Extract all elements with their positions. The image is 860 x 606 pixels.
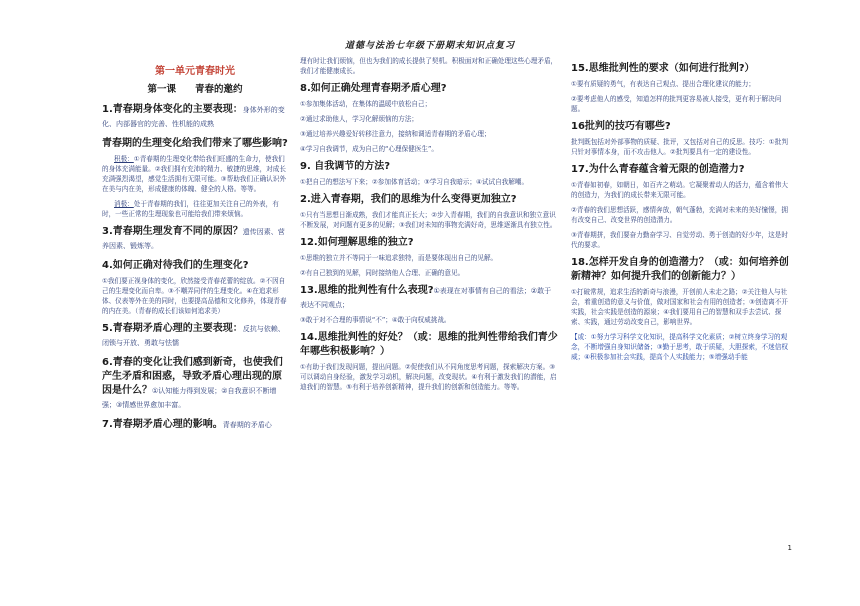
question-title: 7.青春期矛盾心理的影响。 [102,419,223,430]
question-heading: 4.如何正确对待我们的生理变化? [102,260,249,271]
answer-paragraph: 理有时让我们烦恼，但也为我们的成长提供了契机。积极面对和正确处理这些心理矛盾，我们才能健康成长。 [300,57,558,75]
inline-answer: 青春期的矛盾心 [222,421,272,429]
column-middle [300,56,558,397]
answer-paragraph: ①青春如初春，如朝日，如百卉之萌动。它凝聚着动人的活力，蕴含着伟大的创造力，为我们的成长带来无限可能。 [571,181,788,199]
answer-tag: 消极： [114,200,134,208]
question-heading [102,356,288,412]
question-title: 3.青春期生理发育不同的原因？ [102,226,243,237]
question-heading [102,418,288,432]
answer-paragraph: ②青春的我们思想活跃，感情奔放，朝气蓬勃，充满对未来的美好憧憬，拥有改变自己、改变世界的创造潜力。 [571,206,788,224]
question-heading: 12.如何理解思维的独立? [300,237,414,248]
answer-paragraph: 批判既包括对外部事物的质疑、批评，又包括对自己的反思。技巧：①批判只针对事情本身，而不攻击他人。②批判要具有一定的建设性。 [571,138,788,156]
inline-answer: 反抗与依赖、闭锁与开放、勇敢与怯懦 [102,325,285,347]
question-heading: 17.为什么青春蕴含着无限的创造潜力? [571,164,745,175]
page-number: 1 [787,544,792,552]
question-heading: 9. 自我调节的方法? [300,161,391,172]
question-heading: 16批判的技巧有哪些? [571,121,671,132]
unit-heading: 第一单元青春时光 [155,66,235,77]
question-title: 6.青春的变化让我们感到新奇，也使我们产生矛盾和困惑，导致矛盾心理出现的原因是什么？ [102,357,283,396]
page-title: 道德与法治七年级下册期末知识点复习 [344,41,515,51]
answer-paragraph: ③敢于对不合理的事情说“不”；④敢于向权威挑战。 [300,316,451,324]
answer-paragraph: ③青春期拼，我们要奋力勤奋学习、自觉劳动、勇于创造的好少年，这是时代的要求。 [571,231,788,249]
answer-tag: 积极： [114,155,134,163]
answer-paragraph: ①我们要正视身体的变化，欣然接受青春花蕾的绽放。②不因自己的生理变化而自卑。③不嘲弄同伴的生理变化。④在追求形体、仪表等外在美的同时，也要提高品德和文化修养，体现青春的内在美。（青春的成长们该如何追求美） [102,277,287,315]
question-title: 1.青春期身体变化的主要表现： [102,104,243,115]
answer-text: ①青春期的生理变化带给我们旺盛的生命力，使我们的身体充满能量。②我们拥有充沛的精力、敏捷的思维，对成长充满强烈渴望，感觉生活拥有无限可能。③帮助我们正确认识外在美与内在美，形成健康的体魄、健全的人格。等等。 [102,155,286,193]
answer-paragraph: ①把自己的想法写下来；②参加体育活动；③学习自我暗示；④试试自我解嘲。 [300,178,529,186]
answer-paragraph [102,154,288,194]
answer-paragraph: ①参加集体活动，在集体的温暖中放松自己； [300,100,432,108]
question-heading: 14.思维批判性的好处？（或：思维的批判性带给我们青少年哪些积极影响？） [300,332,558,357]
answer-paragraph [102,199,288,219]
answer-paragraph: 【或：①努力学习科学文化知识，提高科学文化素质；②树立终身学习的观念，不断增强自身知识储备；③勤于思考，敢于质疑，大胆探索，不迷信权威；④积极参加社会实践，提高个人实践能力；⑤增强动手能 [571,333,788,361]
answer-text: 处于青春期的我们，往往更加关注自己的外表，有时，一些正常的生理现象也可能给我们带来烦恼。 [102,200,279,218]
column-left [102,56,288,435]
answer-paragraph: ②通过求助他人，学习化解烦恼的方法； [300,115,419,123]
question-heading: 15.思维批判性的要求（如何进行批判?） [571,63,755,74]
question-heading: 8.如何正确处理青春期矛盾心理? [300,83,447,94]
column-right [571,56,789,367]
question-heading: 青春期的生理变化给我们带来了哪些影响? [102,138,288,149]
inline-answer: ①认知能力得到发展；②自我意识不断增强；③情感世界愈加丰富。 [102,387,277,409]
question-heading [300,284,558,312]
answer-paragraph: ③通过培养兴趣爱好转移注意力，接纳和调适青春期的矛盾心理； [300,130,491,138]
question-heading: 18.怎样开发自身的创造潜力？（或：如何培养创新精神？如何提升我们的创新能力？） [571,257,789,282]
inline-answer: 遗传因素、营养因素、锻炼等。 [102,228,285,250]
inline-answer: ①表现在对事情有自己的看法；②敢于表达不同观点； [300,287,552,309]
question-title: 13.思维的批判性有什么表现? [300,285,434,296]
answer-paragraph: ④学习自我调节，成为自己的“心理保健医生”。 [300,145,439,153]
answer-paragraph: ②要考虑他人的感受，知道怎样的批判更容易被人接受，更有利于解决问题。 [571,95,782,113]
answer-paragraph: ①打破常规，追求生活的新奇与浪漫，开创前人未走之路；②关注他人与社会，着重创造的意义与价值，做对国家和社会有用的创造者；③创造离不开实践，社会实践是创造的源泉；④我们要用自己的智慧和双手去尝试、探索、实践，通过劳动改变自己，影响世界。 [571,288,788,326]
question-heading [102,225,288,253]
question-heading [102,103,288,131]
answer-paragraph: ①只有当思想日渐成熟，我们才能真正长大；②步入青春期，我们的自我意识和独立意识不断发展，对问题有更多的见解；③我们对未知的事物充满好奇，思维逐渐具有独立性。 [300,211,557,229]
question-heading [102,322,288,350]
lesson-heading: 第一课 青春的邀约 [147,84,243,95]
answer-paragraph: ①有助于我们发现问题，提出问题。②促使我们从不同角度思考问题，探索解决方案。③可以调动自身经验，激发学习动机，解决问题，改变现状。④有利于激发我们的潜能，启迪我们的智慧。⑤有利于培养创新精神，提升我们的创新和创造能力。等等。 [300,363,557,391]
question-title: 5.青春期矛盾心理的主要表现： [102,323,243,334]
answer-paragraph: ①思维的独立并不等同于一味追求独特，而是要体现出自己的见解。 [300,254,498,262]
question-heading: 2.进入青春期，我们的思维为什么变得更加独立? [300,194,517,205]
inline-answer: 身体外形的变化、内部器官的完善、性机能的成熟 [102,106,285,128]
answer-paragraph: ①要有质疑的勇气，有表达自己观点、提出合理化建议的能力； [571,80,755,88]
answer-paragraph: ②有自己独到的见解，同时接纳他人合理、正确的意见。 [300,269,465,277]
